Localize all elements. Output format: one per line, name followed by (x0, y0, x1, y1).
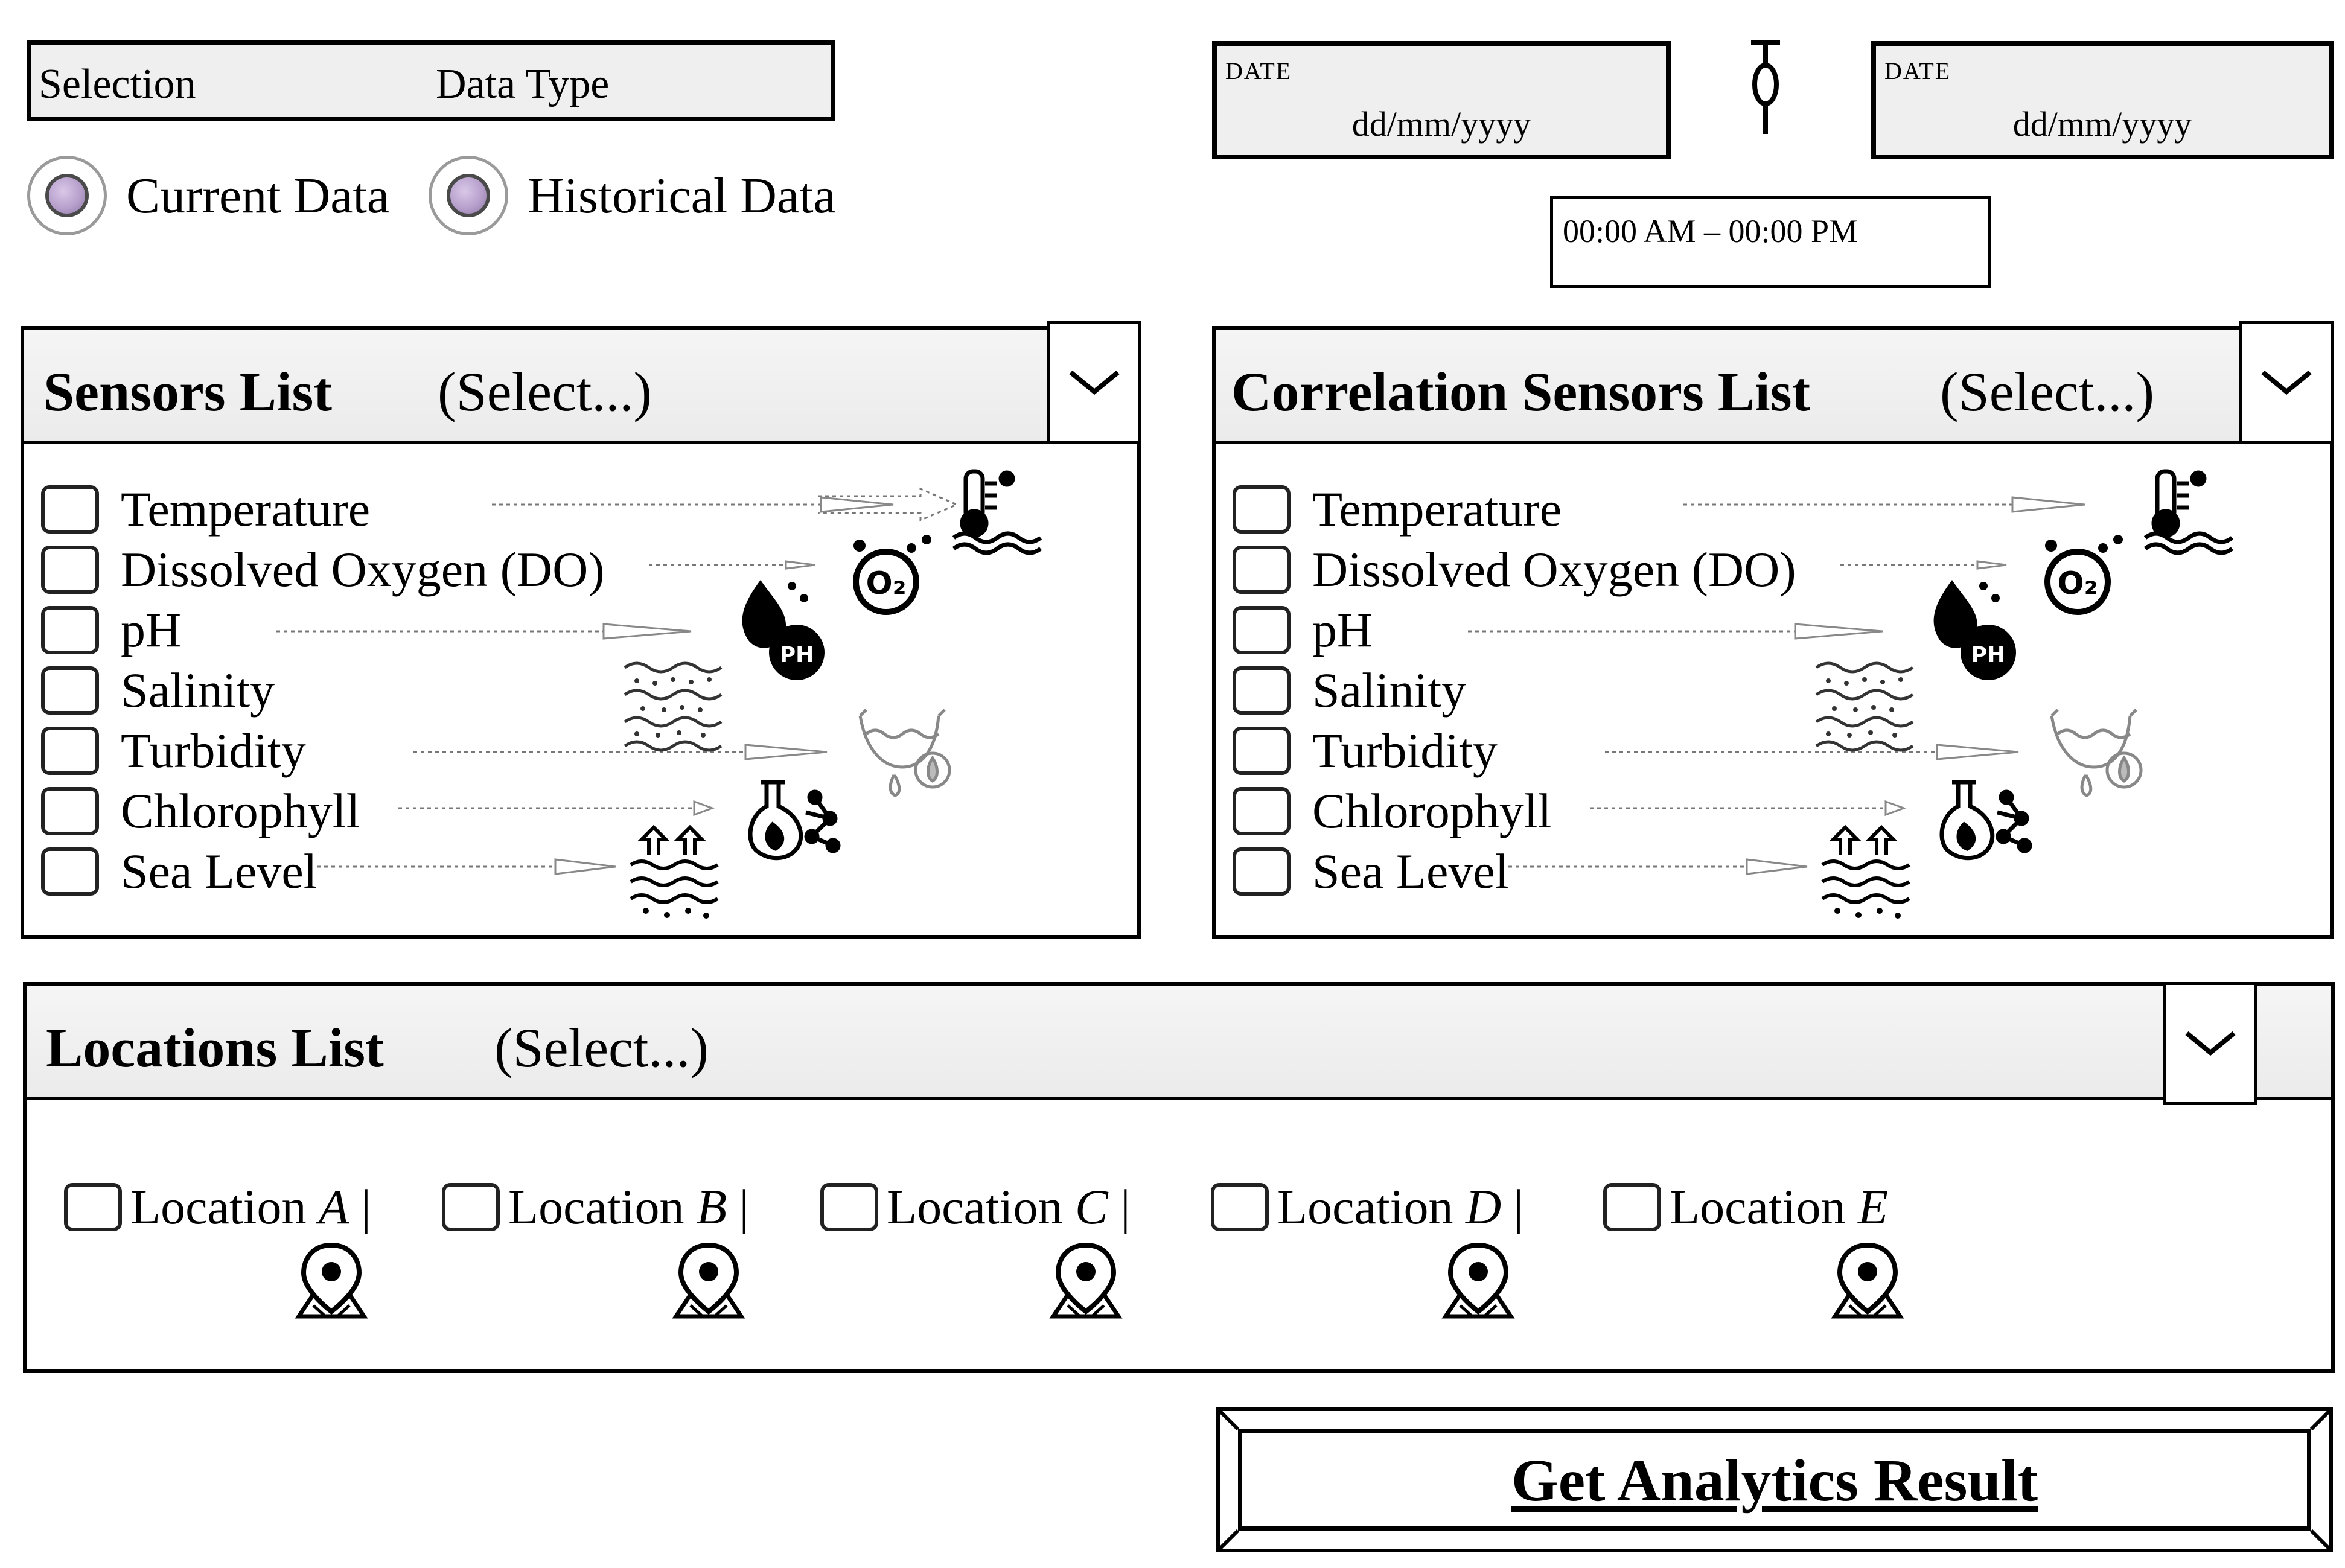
svg-text:O₂: O₂ (866, 566, 907, 602)
svg-text:O₂: O₂ (2057, 566, 2098, 602)
radio-historical-data[interactable] (429, 156, 836, 235)
end-date-caption: DATE (1884, 57, 1951, 84)
sensor-label: Salinity (1312, 663, 1467, 718)
ph-icon (1934, 580, 2016, 680)
correlation-icons-group (1216, 330, 2330, 935)
location-pins-group (27, 986, 2331, 1369)
salinity-icon (1816, 663, 1913, 750)
sensor-label: Temperature (1312, 482, 1562, 537)
oxygen-icon (853, 535, 931, 612)
sea-level-icon (1822, 827, 1909, 919)
temperature-icon (954, 471, 1041, 553)
data-type-label: Data Type (436, 61, 610, 107)
end-date-placeholder: dd/mm/yyyy (2012, 104, 2192, 144)
sensor-label: Sea Level (1312, 844, 1509, 899)
connector-arrows (1468, 505, 2012, 867)
svg-text:PH: PH (779, 643, 814, 668)
get-analytics-result-inner[interactable] (1238, 1429, 2311, 1531)
location-pin-icon (676, 1245, 741, 1316)
location-label: Location B | (508, 1179, 749, 1234)
time-range-field[interactable] (1550, 196, 1991, 288)
range-connector-icon (1741, 37, 1790, 140)
sensors-list-title: Sensors List (43, 361, 332, 422)
arrow-heads (1747, 497, 2085, 874)
turbidity-icon (2052, 710, 2141, 795)
ph-icon (742, 580, 825, 680)
correlation-list-title: Correlation Sensors List (1231, 361, 1811, 422)
sensor-label: Dissolved Oxygen (DO) (1312, 542, 1796, 597)
sea-level-icon (631, 827, 718, 919)
radio-current-data[interactable] (27, 156, 389, 235)
get-analytics-result-label: Get Analytics Result (1511, 1446, 2038, 1514)
radio-button-current[interactable] (27, 156, 107, 235)
location-label: Location C | (887, 1179, 1131, 1234)
sensor-label: Turbidity (1312, 723, 1498, 778)
location-pin-icon (1053, 1245, 1118, 1316)
start-date-placeholder: dd/mm/yyyy (1351, 104, 1531, 144)
sensor-label: Salinity (121, 663, 275, 718)
sensor-icons-group (24, 330, 1137, 935)
location-pin-icon (1835, 1245, 1900, 1316)
sensor-label: Chlorophyll (1312, 783, 1552, 838)
location-label: Location D | (1277, 1179, 1524, 1234)
end-date-field[interactable] (1871, 41, 2334, 159)
salinity-icon (625, 663, 721, 750)
chlorophyll-icon (750, 782, 838, 858)
sensors-list-select[interactable]: (Select...) (438, 361, 652, 422)
sensor-label: Dissolved Oxygen (DO) (121, 542, 605, 597)
start-date-caption: DATE (1225, 57, 1292, 84)
location-pin-icon (1446, 1245, 1511, 1316)
sensors-list-panel (21, 326, 1141, 939)
chlorophyll-icon (1942, 782, 2030, 858)
location-label: Location E (1670, 1179, 1889, 1234)
get-analytics-result-button[interactable] (1216, 1407, 2333, 1552)
correlation-sensors-panel (1212, 326, 2334, 939)
radio-label-current: Current Data (126, 167, 390, 224)
temperature-icon (2145, 471, 2232, 553)
radio-label-historical: Historical Data (528, 167, 836, 224)
radio-button-historical[interactable] (429, 156, 508, 235)
arrow-heads (555, 497, 893, 874)
locations-list-panel (23, 982, 2335, 1373)
start-date-field[interactable] (1212, 41, 1671, 159)
sensor-label: pH (1312, 602, 1373, 657)
svg-text:PH: PH (1971, 643, 2006, 668)
sensor-label: Temperature (121, 482, 371, 537)
sensor-label: Turbidity (121, 723, 306, 778)
selection-label: Selection (39, 61, 196, 107)
oxygen-icon (2045, 535, 2123, 612)
correlation-list-select[interactable]: (Select...) (1940, 361, 2155, 422)
location-label: Location A | (130, 1179, 371, 1234)
time-range-value: 00:00 AM – 00:00 PM (1563, 213, 1858, 249)
sensor-label: Chlorophyll (121, 783, 360, 838)
sensor-label: pH (121, 602, 182, 657)
locations-list-title: Locations List (46, 1017, 384, 1079)
location-pin-icon (299, 1245, 364, 1316)
turbidity-icon (860, 710, 949, 795)
locations-list-select[interactable]: (Select...) (494, 1017, 709, 1079)
sensor-label: Sea Level (121, 844, 317, 899)
selection-data-type-bar (27, 40, 835, 121)
